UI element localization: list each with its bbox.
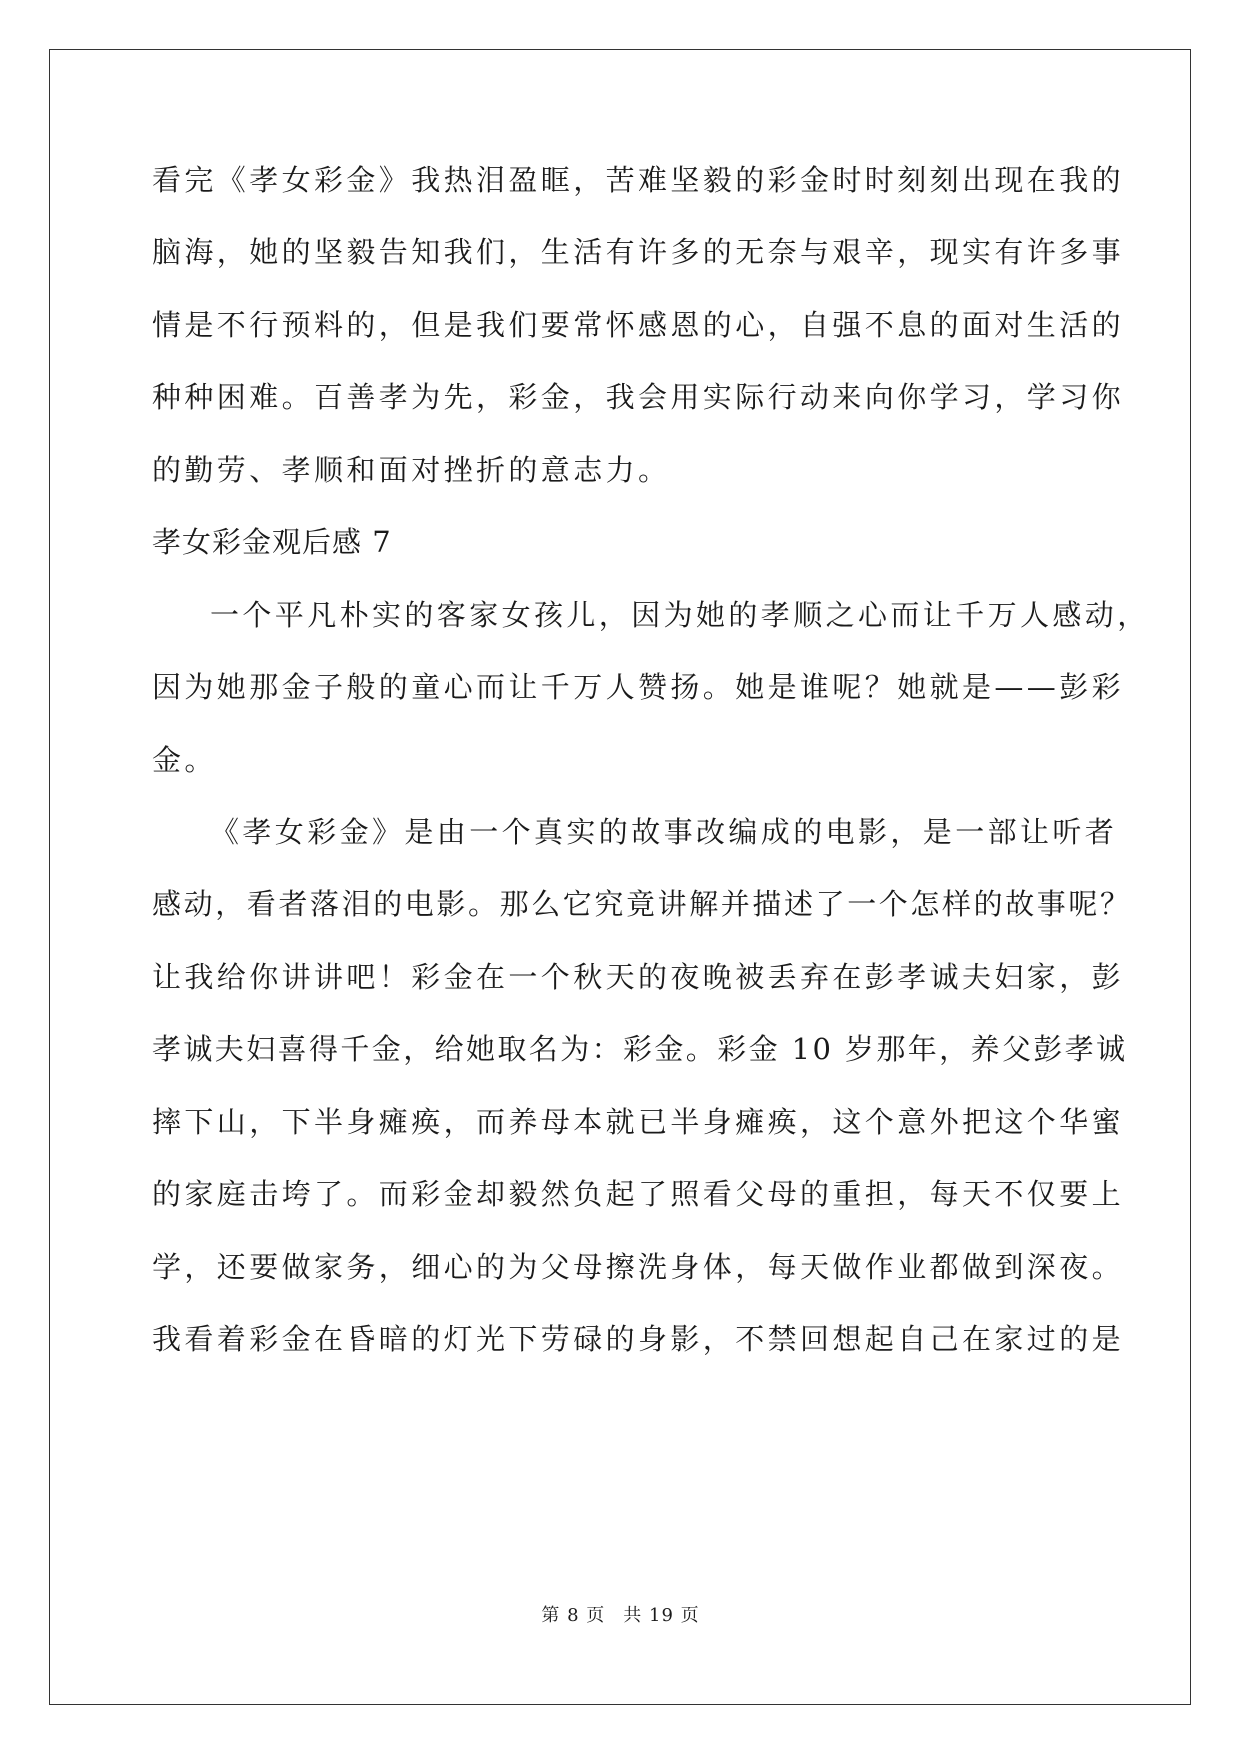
text-line: 金。 — [152, 743, 217, 777]
text-line: 摔下山，下半身瘫痪，而养母本就已半身瘫痪，这个意外把这个华蜜 — [152, 1105, 1125, 1139]
text-line: 的家庭击垮了。而彩金却毅然负起了照看父母的重担，每天不仅要上 — [152, 1177, 1125, 1211]
text-line: 《孝女彩金》是由一个真实的故事改编成的电影，是一部让听者 — [210, 815, 1118, 849]
text-line: 脑海，她的坚毅告知我们，生活有许多的无奈与艰辛，现实有许多事 — [152, 235, 1125, 269]
text-line: 孝诚夫妇喜得千金，给她取名为：彩金。彩金 10 岁那年，养父彭孝诚 — [152, 1032, 1128, 1066]
page-footer — [0, 1604, 1241, 1628]
page-border — [49, 49, 1191, 1705]
text-line: 因为她那金子般的童心而让千万人赞扬。她是谁呢？她就是——彭彩 — [152, 670, 1125, 704]
text-line: 种种困难。百善孝为先，彩金，我会用实际行动来向你学习，学习你 — [152, 380, 1125, 414]
text-line: 情是不行预料的，但是我们要常怀感恩的心，自强不息的面对生活的 — [152, 308, 1125, 342]
text-line: 的勤劳、孝顺和面对挫折的意志力。 — [152, 453, 671, 487]
text-line: 感动，看者落泪的电影。那么它究竟讲解并描述了一个怎样的故事呢？ — [152, 887, 1132, 921]
section-heading: 孝女彩金观后感 7 — [152, 525, 392, 559]
page-total: 共 19 页 — [623, 1605, 700, 1626]
text-line: 让我给你讲讲吧！彩金在一个秋天的夜晚被丢弃在彭孝诚夫妇家，彭 — [152, 960, 1125, 994]
text-line: 看完《孝女彩金》我热泪盈眶，苦难坚毅的彩金时时刻刻出现在我的 — [152, 163, 1125, 197]
text-line: 我看着彩金在昏暗的灯光下劳碌的身影，不禁回想起自己在家过的是 — [152, 1322, 1125, 1356]
text-line: 学，还要做家务，细心的为父母擦洗身体，每天做作业都做到深夜。 — [152, 1250, 1125, 1284]
text-line: 一个平凡朴实的客家女孩儿，因为她的孝顺之心而让千万人感动， — [210, 598, 1150, 632]
page-number: 第 8 页 — [541, 1605, 606, 1626]
